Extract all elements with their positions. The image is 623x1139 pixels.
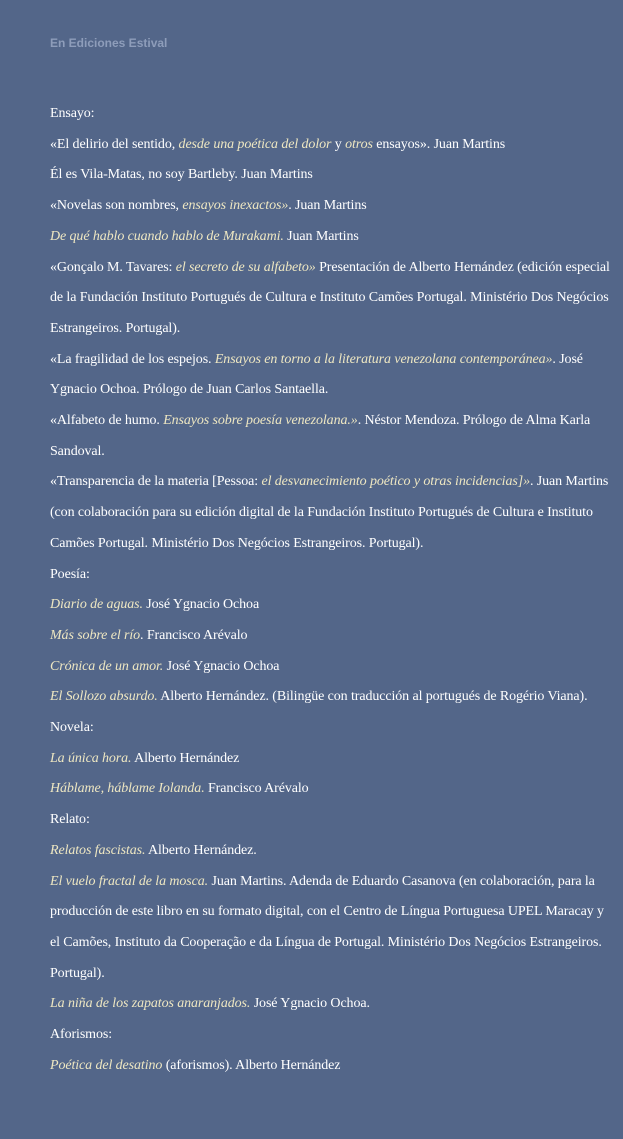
catalog-entry bbox=[50, 467, 610, 559]
catalog-entry bbox=[50, 406, 610, 467]
entry-text: Alberto Hernández. (Bilingüe con traducción al portugués de Rogério Viana). bbox=[157, 689, 588, 705]
section-label: Aforismos: bbox=[50, 1027, 113, 1043]
section-label: Poesía: bbox=[50, 566, 90, 582]
entry-text: José Ygnacio Ochoa bbox=[163, 658, 280, 674]
title-italic: La niña de los zapatos anaranjados. bbox=[50, 996, 251, 1012]
entry-text: Francisco Arévalo bbox=[204, 781, 309, 797]
title-italic: desde una poética del dolor bbox=[178, 136, 332, 152]
title-italic: De qué hablo cuando hablo de Murakami. bbox=[50, 228, 284, 244]
title-italic: Diario de aguas. bbox=[50, 597, 143, 613]
entry-text: y bbox=[331, 136, 346, 152]
catalog-entry bbox=[50, 191, 610, 222]
entry-text: «Gonçalo M. Tavares: bbox=[50, 259, 176, 275]
entry-text: «La fragilidad de los espejos. bbox=[50, 351, 215, 367]
catalog-entry bbox=[50, 682, 610, 713]
entry-text: . Juan Martins bbox=[288, 198, 367, 214]
title-italic: Poética del desatino bbox=[50, 1057, 163, 1073]
catalog-entry bbox=[50, 130, 610, 161]
entry-text: «Novelas son nombres, bbox=[50, 198, 183, 214]
entry-text: «El delirio del sentido, bbox=[50, 136, 179, 152]
book-catalog bbox=[50, 99, 610, 1082]
catalog-entry bbox=[50, 345, 610, 406]
catalog-entry bbox=[50, 621, 610, 652]
entry-text: Presentación de Alberto Hernández (edición especial de la Fundación Instituto Portugués de Cultura e Instituto Camões Portugal. Ministério Dos Negócios Estrangeiros. Portugal). bbox=[50, 259, 610, 336]
entry-text: . Juan Martins (con colaboración para su edición digital de la Fundación Instituto Portugués de Cultura e Instituto Camões Portugal. Ministério Dos Negócios Estrangeiros. Portugal). bbox=[50, 474, 609, 551]
catalog-entry bbox=[50, 989, 610, 1020]
catalog-entry bbox=[50, 867, 610, 990]
title-italic: Más sobre el río bbox=[50, 627, 141, 643]
catalog-entry bbox=[50, 253, 610, 345]
entry-text: ensayos». Juan Martins bbox=[372, 136, 506, 152]
catalog-entry bbox=[50, 160, 610, 191]
title-italic: otros bbox=[345, 136, 373, 152]
title-italic: Háblame, háblame Iolanda. bbox=[50, 781, 205, 797]
section-label: Ensayo: bbox=[50, 106, 95, 121]
title-italic: Ensayos en torno a la literatura venezolana contemporánea» bbox=[214, 351, 553, 367]
catalog-entry bbox=[50, 744, 610, 775]
catalog-entry bbox=[50, 652, 610, 683]
catalog-entry bbox=[50, 774, 610, 805]
title-italic: Relatos fascistas. bbox=[50, 842, 146, 858]
title-italic: La única hora. bbox=[50, 750, 132, 766]
title-italic: El Sollozo absurdo. bbox=[50, 689, 158, 705]
title-italic: Ensayos sobre poesía venezolana.» bbox=[163, 413, 358, 429]
catalog-entry bbox=[50, 222, 610, 253]
entry-text: . José Ygnacio Ochoa. Prólogo de Juan Carlos Santaella. bbox=[50, 351, 583, 398]
section-label: Novela: bbox=[50, 720, 94, 736]
entry-text: Alberto Hernández bbox=[131, 750, 240, 766]
section-label: Relato: bbox=[50, 812, 90, 828]
entry-text: . Francisco Arévalo bbox=[140, 627, 248, 643]
entry-text: Alberto Hernández. bbox=[145, 842, 257, 858]
entry-text: (aforismos). Alberto Hernández bbox=[162, 1057, 341, 1073]
catalog-entry bbox=[50, 836, 610, 867]
publisher-header: En Ediciones Estival bbox=[50, 36, 168, 50]
entry-text: Juan Martins. Adenda de Eduardo Casanova (en colaboración, para la producción de este libro en su formato digital, con el Centro de Língua Portuguesa UPEL Maracay y el Camões, Instituto da Cooperação e da Língua de Portugal. Ministério Dos Negócios Estrangeiros. Portugal). bbox=[50, 873, 604, 981]
entry-text: «Alfabeto de humo. bbox=[50, 413, 164, 429]
catalog-entry bbox=[50, 1051, 610, 1082]
title-italic: el secreto de su alfabeto» bbox=[175, 259, 316, 275]
title-italic: el desvanecimiento poético y otras incidencias]» bbox=[261, 474, 530, 490]
entry-text: José Ygnacio Ochoa. bbox=[250, 996, 370, 1012]
entry-text: «Transparencia de la materia [Pessoa: bbox=[50, 474, 262, 490]
entry-text: José Ygnacio Ochoa bbox=[142, 597, 260, 613]
title-italic: ensayos inexactos» bbox=[182, 198, 289, 214]
catalog-entry bbox=[50, 590, 610, 621]
title-italic: Crónica de un amor. bbox=[50, 658, 164, 674]
title-italic: El vuelo fractal de la mosca. bbox=[50, 873, 209, 889]
entry-text: Él es Vila-Matas, no soy Bartleby. Juan Martins bbox=[50, 167, 313, 183]
entry-text: Juan Martins bbox=[283, 228, 359, 244]
entry-text: . Néstor Mendoza. Prólogo de Alma Karla Sandoval. bbox=[50, 413, 591, 459]
